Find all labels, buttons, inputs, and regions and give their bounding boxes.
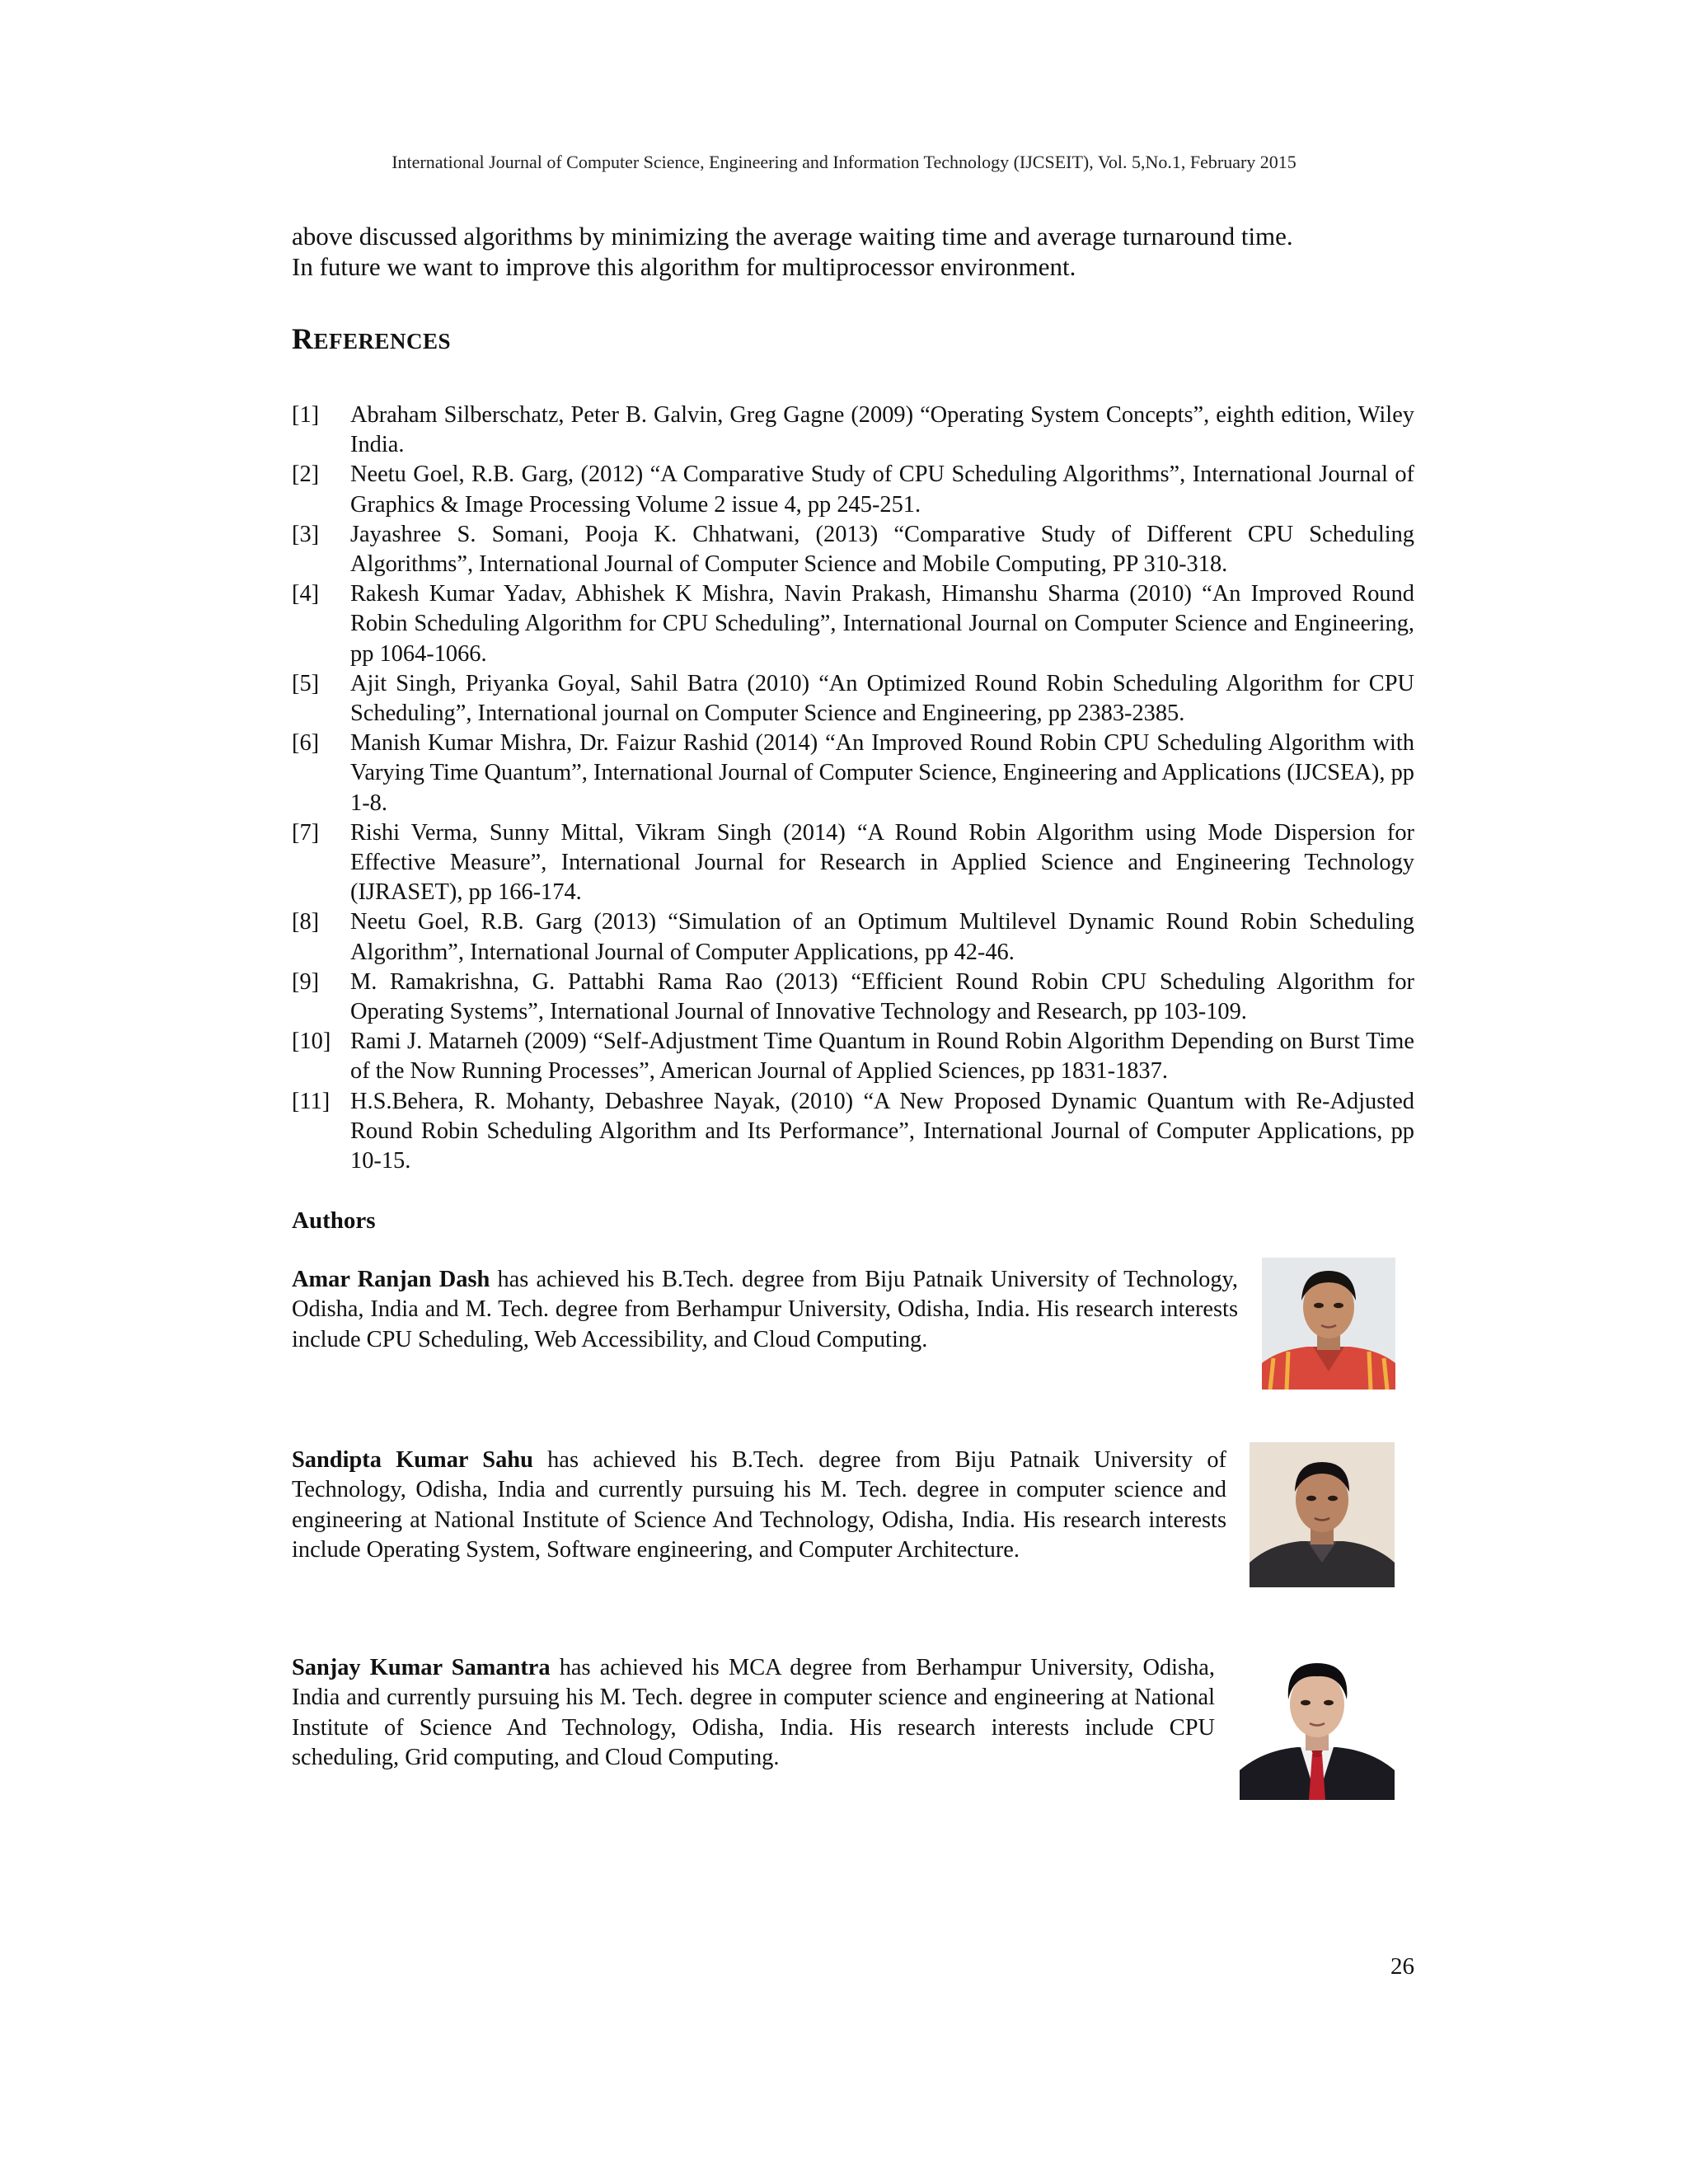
reference-number: [1] — [292, 402, 320, 428]
reference-text: Neetu Goel, R.B. Garg, (2012) “A Comparative Study of CPU Scheduling Algorithms”, International Journal of Graphics & Image Processing Volume 2 issue 4, pp 245-251. — [350, 462, 1414, 518]
reference-text: Neetu Goel, R.B. Garg (2013) “Simulation of an Optimum Multilevel Dynamic Round Robin Scheduling Algorithm”, International Journal of Computer Applications, pp 42-46. — [350, 909, 1414, 965]
author-photo — [1250, 1442, 1395, 1587]
reference-number: [11] — [292, 1088, 331, 1114]
reference-text: Ajit Singh, Priyanka Goyal, Sahil Batra (2010) “An Optimized Round Robin Scheduling Algorithm for CPU Scheduling”, International journal on Computer Science and Engineering, pp 2383-2385. — [350, 670, 1414, 727]
running-header: International Journal of Computer Science, Engineering and Information Technology (IJCSEIT), Vol. 5,No.1, February 2015 — [392, 152, 1296, 172]
reference-text: M. Ramakrishna, G. Pattabhi Rama Rao (2013) “Efficient Round Robin CPU Scheduling Algorithm for Operating Systems”, International Journal of Innovative Technology and Research, pp 103-109. — [350, 968, 1414, 1025]
authors-heading: Authors — [292, 1207, 376, 1234]
reference-number: [6] — [292, 730, 320, 757]
author-bio — [292, 1653, 1215, 1774]
body-paragraph — [292, 221, 1414, 282]
body-line: In future we want to improve this algorithm for multiprocessor environment. — [292, 252, 1076, 281]
reference-item — [292, 520, 1414, 579]
reference-text: Abraham Silberschatz, Peter B. Galvin, Greg Gagne (2009) “Operating System Concepts”, eighth edition, Wiley India. — [350, 402, 1414, 458]
author-name: Sandipta Kumar Sahu — [292, 1447, 533, 1473]
reference-number: [3] — [292, 521, 320, 547]
reference-number: [2] — [292, 462, 320, 488]
page-number: 26 — [1390, 1953, 1414, 1980]
author-bio — [292, 1446, 1226, 1566]
author-bio-text: has achieved his B.Tech. degree from Biju Patnaik University of Technology, Odisha, India and currently pursuing his M. Tech. degree in computer science and engineering at National Institute of Science And Technology, Odisha, India. His research interests include Operating System, Software engineering, and Computer Architecture. — [292, 1447, 1226, 1563]
author-name: Amar Ranjan Dash — [292, 1267, 490, 1292]
reference-number: [7] — [292, 819, 320, 846]
reference-text: Rakesh Kumar Yadav, Abhishek K Mishra, Navin Prakash, Himanshu Sharma (2010) “An Improved Round Robin Scheduling Algorithm for CPU Scheduling”, International Journal on Computer Science and Engineering, pp 1064-1066. — [350, 581, 1414, 667]
references-heading-rest: EFERENCES — [313, 329, 452, 354]
reference-item — [292, 1087, 1414, 1177]
reference-text: Manish Kumar Mishra, Dr. Faizur Rashid (2014) “An Improved Round Robin CPU Scheduling Algorithm with Varying Time Quantum”, International Journal of Computer Science, Engineering and Applications (IJCSEA), pp 1-8. — [350, 730, 1414, 816]
references-heading-initial: R — [292, 322, 314, 355]
author-photo — [1240, 1647, 1395, 1800]
body-line: above discussed algorithms by minimizing the average waiting time and average turnaround time. — [292, 222, 1293, 251]
reference-text: Rami J. Matarneh (2009) “Self-Adjustment Time Quantum in Round Robin Algorithm Depending on Burst Time of the Now Running Processes”, American Journal of Applied Sciences, pp 1831-1837. — [350, 1029, 1414, 1085]
author-bio-text: has achieved his MCA degree from Berhampur University, Odisha, India and currently pursuing his M. Tech. degree in computer science and engineering at National Institute of Science And Technology, Odisha, India. His research interests include CPU scheduling, Grid computing, and Cloud Computing. — [292, 1655, 1215, 1771]
author-bio — [292, 1265, 1238, 1355]
reference-list — [292, 401, 1414, 1176]
reference-item — [292, 1027, 1414, 1086]
reference-number: [4] — [292, 581, 320, 607]
reference-item — [292, 907, 1414, 967]
reference-item — [292, 968, 1414, 1027]
reference-text: Jayashree S. Somani, Pooja K. Chhatwani, (2013) “Comparative Study of Different CPU Scheduling Algorithms”, International Journal of Computer Science and Mobile Computing, PP 310-318. — [350, 521, 1414, 578]
reference-item — [292, 579, 1414, 669]
author-bio-text: has achieved his B.Tech. degree from Biju Patnaik University of Technology, Odisha, India and M. Tech. degree from Berhampur University, Odisha, India. His research interests include CPU Scheduling, Web Accessibility, and Cloud Computing. — [292, 1267, 1238, 1352]
references-heading — [292, 321, 451, 356]
reference-item — [292, 818, 1414, 908]
reference-item — [292, 401, 1414, 460]
reference-number: [8] — [292, 909, 320, 935]
author-name: Sanjay Kumar Samantra — [292, 1655, 551, 1680]
author-photo — [1262, 1258, 1395, 1390]
reference-item — [292, 460, 1414, 519]
reference-number: [5] — [292, 670, 320, 696]
reference-text: Rishi Verma, Sunny Mittal, Vikram Singh (2014) “A Round Robin Algorithm using Mode Dispersion for Effective Measure”, International Journal for Research in Applied Science and Engineering Technology (IJRASET), pp 166-174. — [350, 819, 1414, 906]
reference-number: [9] — [292, 968, 320, 995]
reference-number: [10] — [292, 1029, 331, 1055]
reference-text: H.S.Behera, R. Mohanty, Debashree Nayak, (2010) “A New Proposed Dynamic Quantum with Re-Adjusted Round Robin Scheduling Algorithm and Its Performance”, International Journal of Computer Applications, pp 10-15. — [350, 1088, 1414, 1174]
reference-item — [292, 669, 1414, 729]
reference-item — [292, 729, 1414, 818]
